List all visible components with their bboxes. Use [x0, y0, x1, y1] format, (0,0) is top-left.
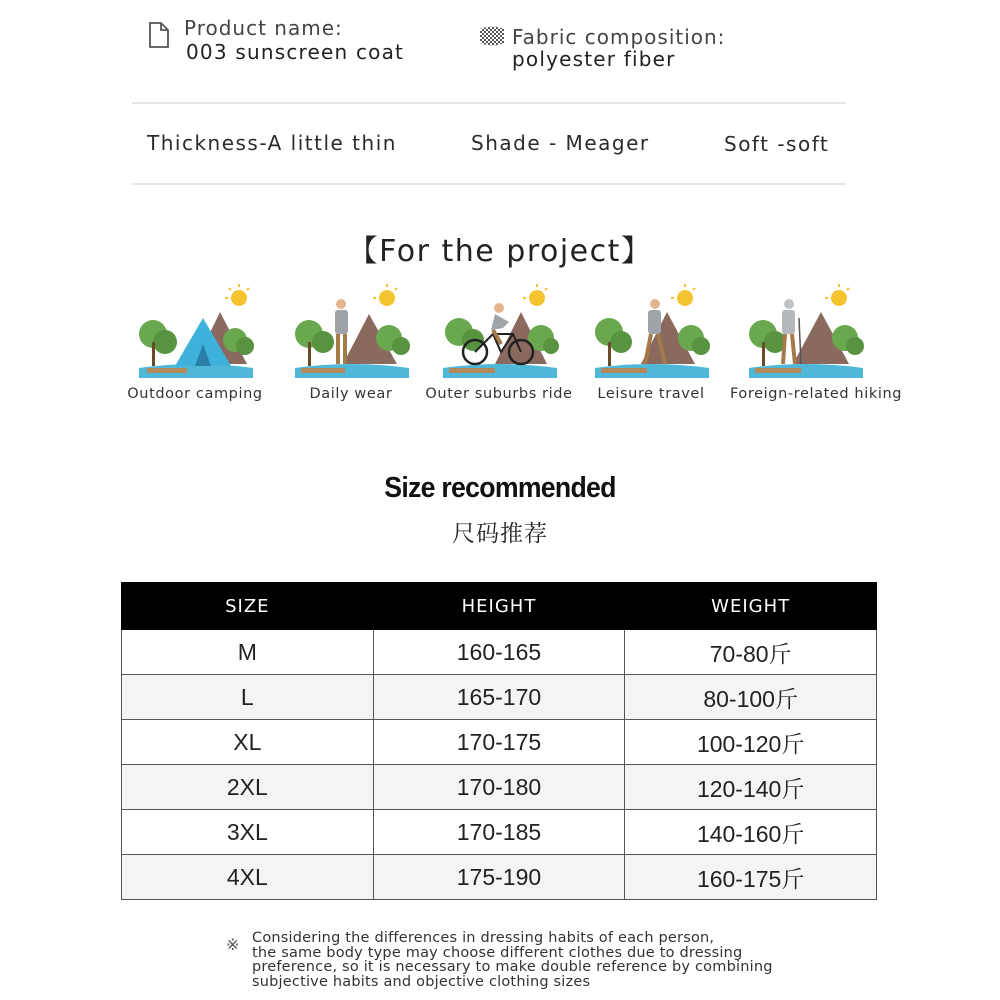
cyclist-scene-icon	[439, 282, 559, 382]
column-header-size: SIZE	[122, 583, 374, 630]
walker-scene-icon	[591, 282, 711, 382]
weight-cell: 140-160斤	[625, 810, 877, 855]
activity-daily-wear	[276, 282, 426, 402]
note-reference-mark: ※	[226, 935, 240, 954]
table-row	[122, 675, 877, 720]
note-line: the same body type may choose different clothes due to dressing	[252, 944, 743, 961]
tent-scene-icon	[135, 282, 255, 382]
activity-outer-suburbs-ride	[424, 282, 574, 402]
weight-cell: 80-100斤	[625, 675, 877, 720]
note-line: subjective habits and objective clothing sizes	[252, 973, 591, 990]
size-cell: 4XL	[122, 855, 374, 900]
document-icon	[148, 22, 170, 48]
height-cell: 170-180	[373, 765, 625, 810]
table-row	[122, 720, 877, 765]
note-line: preference, so it is necessary to make double reference by combining	[252, 959, 773, 976]
activity-foreign-related-hiking	[730, 282, 903, 402]
fabric-composition-value: polyester fiber	[512, 47, 676, 71]
size-cell: L	[122, 675, 374, 720]
height-cell: 170-175	[373, 720, 625, 765]
size-section-title: Size recommended	[384, 472, 616, 504]
fabric-composition-label: Fabric composition:	[512, 25, 726, 49]
activity-outdoor-camping	[120, 282, 270, 402]
weight-cell: 160-175斤	[625, 855, 877, 900]
project-heading: 【For the project】	[347, 234, 653, 269]
weight-cell: 120-140斤	[625, 765, 877, 810]
table-header-row	[122, 583, 877, 630]
size-cell: M	[122, 630, 374, 675]
weight-cell: 100-120斤	[625, 720, 877, 765]
size-section-subtitle: 尺码推荐	[452, 521, 548, 547]
fabric-texture-icon	[478, 25, 506, 47]
person-standing-scene-icon	[291, 282, 411, 382]
column-header-weight: WEIGHT	[625, 583, 877, 630]
shade-property: Shade - Meager	[471, 131, 650, 155]
note-line: Considering the differences in dressing habits of each person,	[252, 930, 715, 946]
size-table	[121, 582, 877, 900]
size-cell: 2XL	[122, 765, 374, 810]
table-row	[122, 810, 877, 855]
height-cell: 165-170	[373, 675, 625, 720]
table-row	[122, 765, 877, 810]
table-row	[122, 630, 877, 675]
softness-property: Soft -soft	[724, 132, 830, 156]
hiker-scene-icon	[745, 282, 865, 382]
size-cell: XL	[122, 720, 374, 765]
activity-label: Outer suburbs ride	[425, 386, 573, 402]
activity-label: Foreign-related hiking	[730, 386, 903, 402]
height-cell: 160-165	[373, 630, 625, 675]
height-cell: 170-185	[373, 810, 625, 855]
weight-cell: 70-80斤	[625, 630, 877, 675]
divider-bottom	[132, 183, 846, 185]
product-name-label: Product name:	[184, 16, 343, 40]
height-cell: 175-190	[373, 855, 625, 900]
size-cell: 3XL	[122, 810, 374, 855]
activity-label: Leisure travel	[597, 386, 705, 402]
activity-leisure-travel	[576, 282, 726, 402]
sizing-note	[252, 931, 792, 989]
table-row	[122, 855, 877, 900]
column-header-height: HEIGHT	[373, 583, 625, 630]
divider-top	[132, 102, 846, 104]
product-name-value: 003 sunscreen coat	[186, 40, 405, 64]
activity-label: Daily wear	[309, 386, 393, 402]
thickness-property: Thickness-A little thin	[147, 131, 397, 155]
activity-label: Outdoor camping	[127, 386, 263, 402]
